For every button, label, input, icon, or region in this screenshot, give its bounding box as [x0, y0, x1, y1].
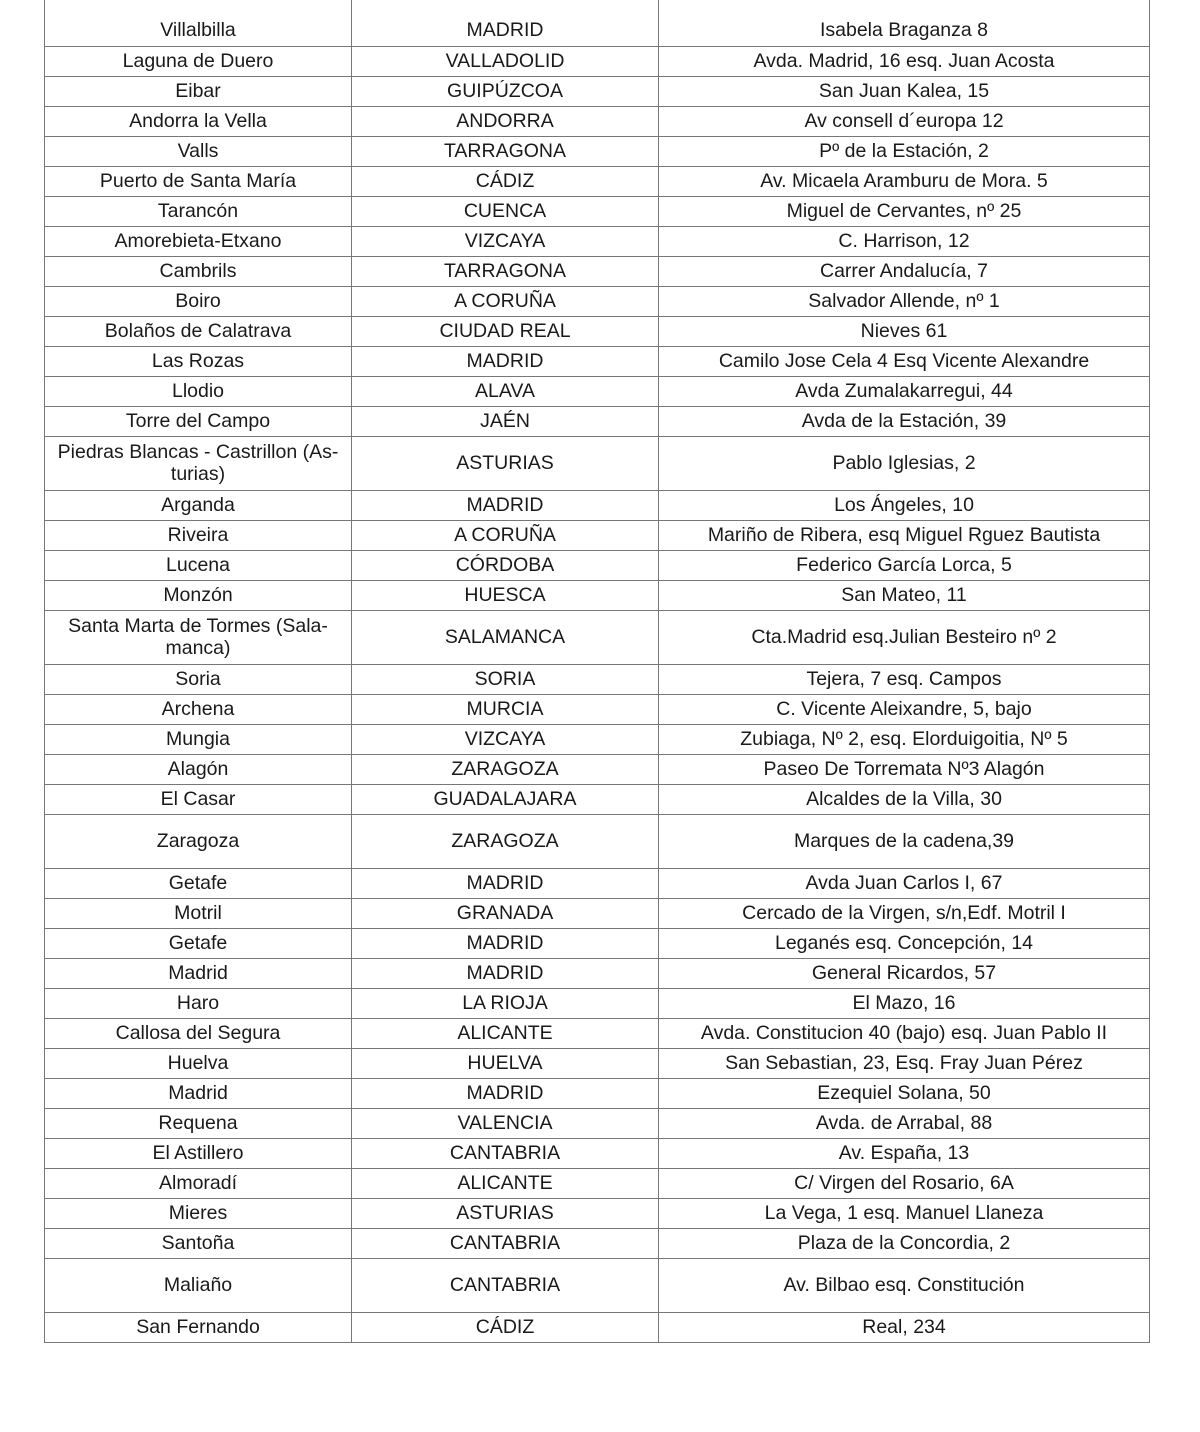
province-cell: VALLADOLID: [352, 46, 659, 76]
province-cell: ALICANTE: [352, 1018, 659, 1048]
province-cell: CUENCA: [352, 196, 659, 226]
province-cell: LA RIOJA: [352, 988, 659, 1018]
address-cell: Alcaldes de la Villa, 30: [659, 784, 1150, 814]
address-cell: Isabela Braganza 8: [659, 0, 1150, 46]
address-cell: Mariño de Ribera, esq Miguel Rguez Bautista: [659, 520, 1150, 550]
province-cell: JAÉN: [352, 406, 659, 436]
city-cell: Las Rozas: [45, 346, 352, 376]
city-cell: Arganda: [45, 490, 352, 520]
table-row: [45, 376, 1150, 406]
address-cell: Plaza de la Concordia, 2: [659, 1228, 1150, 1258]
province-cell: CANTABRIA: [352, 1138, 659, 1168]
table-row: [45, 436, 1150, 490]
address-cell: Avda Juan Carlos I, 67: [659, 868, 1150, 898]
city-cell: Cambrils: [45, 256, 352, 286]
province-cell: A CORUÑA: [352, 286, 659, 316]
city-cell: Alagón: [45, 754, 352, 784]
table-row: [45, 256, 1150, 286]
city-cell: Zaragoza: [45, 814, 352, 868]
address-cell: Leganés esq. Concepción, 14: [659, 928, 1150, 958]
table-row: [45, 76, 1150, 106]
province-cell: TARRAGONA: [352, 136, 659, 166]
address-cell: Pº de la Estación, 2: [659, 136, 1150, 166]
table-row: [45, 1108, 1150, 1138]
table-row: [45, 868, 1150, 898]
province-cell: A CORUÑA: [352, 520, 659, 550]
address-cell: Av. Micaela Aramburu de Mora. 5: [659, 166, 1150, 196]
city-cell: Requena: [45, 1108, 352, 1138]
address-cell: Av consell d´europa 12: [659, 106, 1150, 136]
city-cell: Archena: [45, 694, 352, 724]
province-cell: ASTURIAS: [352, 436, 659, 490]
address-cell: Av. España, 13: [659, 1138, 1150, 1168]
address-cell: Ezequiel Solana, 50: [659, 1078, 1150, 1108]
table-row: [45, 928, 1150, 958]
city-cell: Almoradí: [45, 1168, 352, 1198]
city-cell: Bolaños de Calatrava: [45, 316, 352, 346]
table-row: [45, 1258, 1150, 1312]
table-row: [45, 490, 1150, 520]
city-cell: Villalbilla: [45, 0, 352, 46]
address-cell: San Juan Kalea, 15: [659, 76, 1150, 106]
address-cell: Real, 234: [659, 1312, 1150, 1342]
province-cell: MADRID: [352, 928, 659, 958]
province-cell: CÁDIZ: [352, 166, 659, 196]
province-cell: ASTURIAS: [352, 1198, 659, 1228]
table-row: [45, 580, 1150, 610]
province-cell: TARRAGONA: [352, 256, 659, 286]
table-row: [45, 0, 1150, 46]
locations-table-body: [45, 0, 1150, 1342]
address-cell: Nieves 61: [659, 316, 1150, 346]
table-row: [45, 898, 1150, 928]
table-row: [45, 316, 1150, 346]
city-cell: Lucena: [45, 550, 352, 580]
address-cell: Avda. Madrid, 16 esq. Juan Acosta: [659, 46, 1150, 76]
address-cell: Pablo Iglesias, 2: [659, 436, 1150, 490]
table-row: [45, 1138, 1150, 1168]
address-cell: Avda. Constitucion 40 (bajo) esq. Juan Pablo II: [659, 1018, 1150, 1048]
province-cell: CÓRDOBA: [352, 550, 659, 580]
table-row: [45, 226, 1150, 256]
address-cell: Los Ángeles, 10: [659, 490, 1150, 520]
province-cell: ZARAGOZA: [352, 754, 659, 784]
table-row: [45, 754, 1150, 784]
table-row: [45, 1168, 1150, 1198]
province-cell: CANTABRIA: [352, 1258, 659, 1312]
table-row: [45, 520, 1150, 550]
province-cell: HUELVA: [352, 1048, 659, 1078]
table-row: [45, 1198, 1150, 1228]
city-cell: Torre del Campo: [45, 406, 352, 436]
address-cell: General Ricardos, 57: [659, 958, 1150, 988]
province-cell: ALICANTE: [352, 1168, 659, 1198]
locations-table: [44, 0, 1150, 1343]
city-cell: Riveira: [45, 520, 352, 550]
address-cell: Avda. de Arrabal, 88: [659, 1108, 1150, 1138]
address-cell: Camilo Jose Cela 4 Esq Vicente Alexandre: [659, 346, 1150, 376]
table-row: [45, 1018, 1150, 1048]
city-cell: Laguna de Duero: [45, 46, 352, 76]
city-cell: Haro: [45, 988, 352, 1018]
address-cell: Avda Zumalakarregui, 44: [659, 376, 1150, 406]
city-cell: Huelva: [45, 1048, 352, 1078]
province-cell: VIZCAYA: [352, 226, 659, 256]
table-row: [45, 958, 1150, 988]
address-cell: C. Vicente Aleixandre, 5, bajo: [659, 694, 1150, 724]
province-cell: CIUDAD REAL: [352, 316, 659, 346]
province-cell: MADRID: [352, 490, 659, 520]
address-cell: Miguel de Cervantes, nº 25: [659, 196, 1150, 226]
address-cell: C. Harrison, 12: [659, 226, 1150, 256]
table-row: [45, 814, 1150, 868]
province-cell: MADRID: [352, 958, 659, 988]
city-cell: Valls: [45, 136, 352, 166]
address-cell: Paseo De Torremata Nº3 Alagón: [659, 754, 1150, 784]
address-cell: Cta.Madrid esq.Julian Besteiro nº 2: [659, 610, 1150, 664]
province-cell: MURCIA: [352, 694, 659, 724]
city-cell: Llodio: [45, 376, 352, 406]
address-cell: El Mazo, 16: [659, 988, 1150, 1018]
city-cell: Santoña: [45, 1228, 352, 1258]
address-cell: Marques de la cadena,39: [659, 814, 1150, 868]
province-cell: SORIA: [352, 664, 659, 694]
city-cell: Piedras Blancas - Castrillon (As-turias): [45, 436, 352, 490]
table-row: [45, 136, 1150, 166]
table-row: [45, 784, 1150, 814]
table-row: [45, 664, 1150, 694]
table-row: [45, 694, 1150, 724]
city-cell: Tarancón: [45, 196, 352, 226]
table-row: [45, 724, 1150, 754]
city-cell: Amorebieta-Etxano: [45, 226, 352, 256]
city-cell: Boiro: [45, 286, 352, 316]
province-cell: ZARAGOZA: [352, 814, 659, 868]
city-cell: El Casar: [45, 784, 352, 814]
province-cell: GUADALAJARA: [352, 784, 659, 814]
city-cell: Andorra la Vella: [45, 106, 352, 136]
province-cell: SALAMANCA: [352, 610, 659, 664]
city-cell: San Fernando: [45, 1312, 352, 1342]
city-cell: Santa Marta de Tormes (Sala-manca): [45, 610, 352, 664]
city-cell: El Astillero: [45, 1138, 352, 1168]
table-row: [45, 988, 1150, 1018]
address-cell: C/ Virgen del Rosario, 6A: [659, 1168, 1150, 1198]
city-cell: Mieres: [45, 1198, 352, 1228]
address-cell: La Vega, 1 esq. Manuel Llaneza: [659, 1198, 1150, 1228]
city-cell: Getafe: [45, 868, 352, 898]
table-row: [45, 106, 1150, 136]
table-row: [45, 1312, 1150, 1342]
table-row: [45, 46, 1150, 76]
address-cell: Av. Bilbao esq. Constitución: [659, 1258, 1150, 1312]
table-row: [45, 1078, 1150, 1108]
table-row: [45, 1228, 1150, 1258]
province-cell: ALAVA: [352, 376, 659, 406]
city-cell: Maliaño: [45, 1258, 352, 1312]
address-cell: San Mateo, 11: [659, 580, 1150, 610]
city-cell: Madrid: [45, 958, 352, 988]
province-cell: VALENCIA: [352, 1108, 659, 1138]
province-cell: MADRID: [352, 1078, 659, 1108]
address-cell: Carrer Andalucía, 7: [659, 256, 1150, 286]
province-cell: MADRID: [352, 346, 659, 376]
province-cell: CANTABRIA: [352, 1228, 659, 1258]
province-cell: GRANADA: [352, 898, 659, 928]
address-cell: Salvador Allende, nº 1: [659, 286, 1150, 316]
table-row: [45, 610, 1150, 664]
city-cell: Monzón: [45, 580, 352, 610]
city-cell: Eibar: [45, 76, 352, 106]
province-cell: HUESCA: [352, 580, 659, 610]
province-cell: VIZCAYA: [352, 724, 659, 754]
address-cell: Tejera, 7 esq. Campos: [659, 664, 1150, 694]
city-cell: Madrid: [45, 1078, 352, 1108]
address-cell: Avda de la Estación, 39: [659, 406, 1150, 436]
city-cell: Callosa del Segura: [45, 1018, 352, 1048]
city-cell: Soria: [45, 664, 352, 694]
address-cell: Zubiaga, Nº 2, esq. Elorduigoitia, Nº 5: [659, 724, 1150, 754]
table-row: [45, 1048, 1150, 1078]
province-cell: GUIPÚZCOA: [352, 76, 659, 106]
table-row: [45, 166, 1150, 196]
table-row: [45, 346, 1150, 376]
table-row: [45, 196, 1150, 226]
province-cell: CÁDIZ: [352, 1312, 659, 1342]
table-row: [45, 286, 1150, 316]
province-cell: MADRID: [352, 0, 659, 46]
city-cell: Mungia: [45, 724, 352, 754]
city-cell: Motril: [45, 898, 352, 928]
address-cell: San Sebastian, 23, Esq. Fray Juan Pérez: [659, 1048, 1150, 1078]
city-cell: Getafe: [45, 928, 352, 958]
province-cell: MADRID: [352, 868, 659, 898]
province-cell: ANDORRA: [352, 106, 659, 136]
address-cell: Cercado de la Virgen, s/n,Edf. Motril I: [659, 898, 1150, 928]
table-row: [45, 406, 1150, 436]
table-row: [45, 550, 1150, 580]
city-cell: Puerto de Santa María: [45, 166, 352, 196]
address-cell: Federico García Lorca, 5: [659, 550, 1150, 580]
